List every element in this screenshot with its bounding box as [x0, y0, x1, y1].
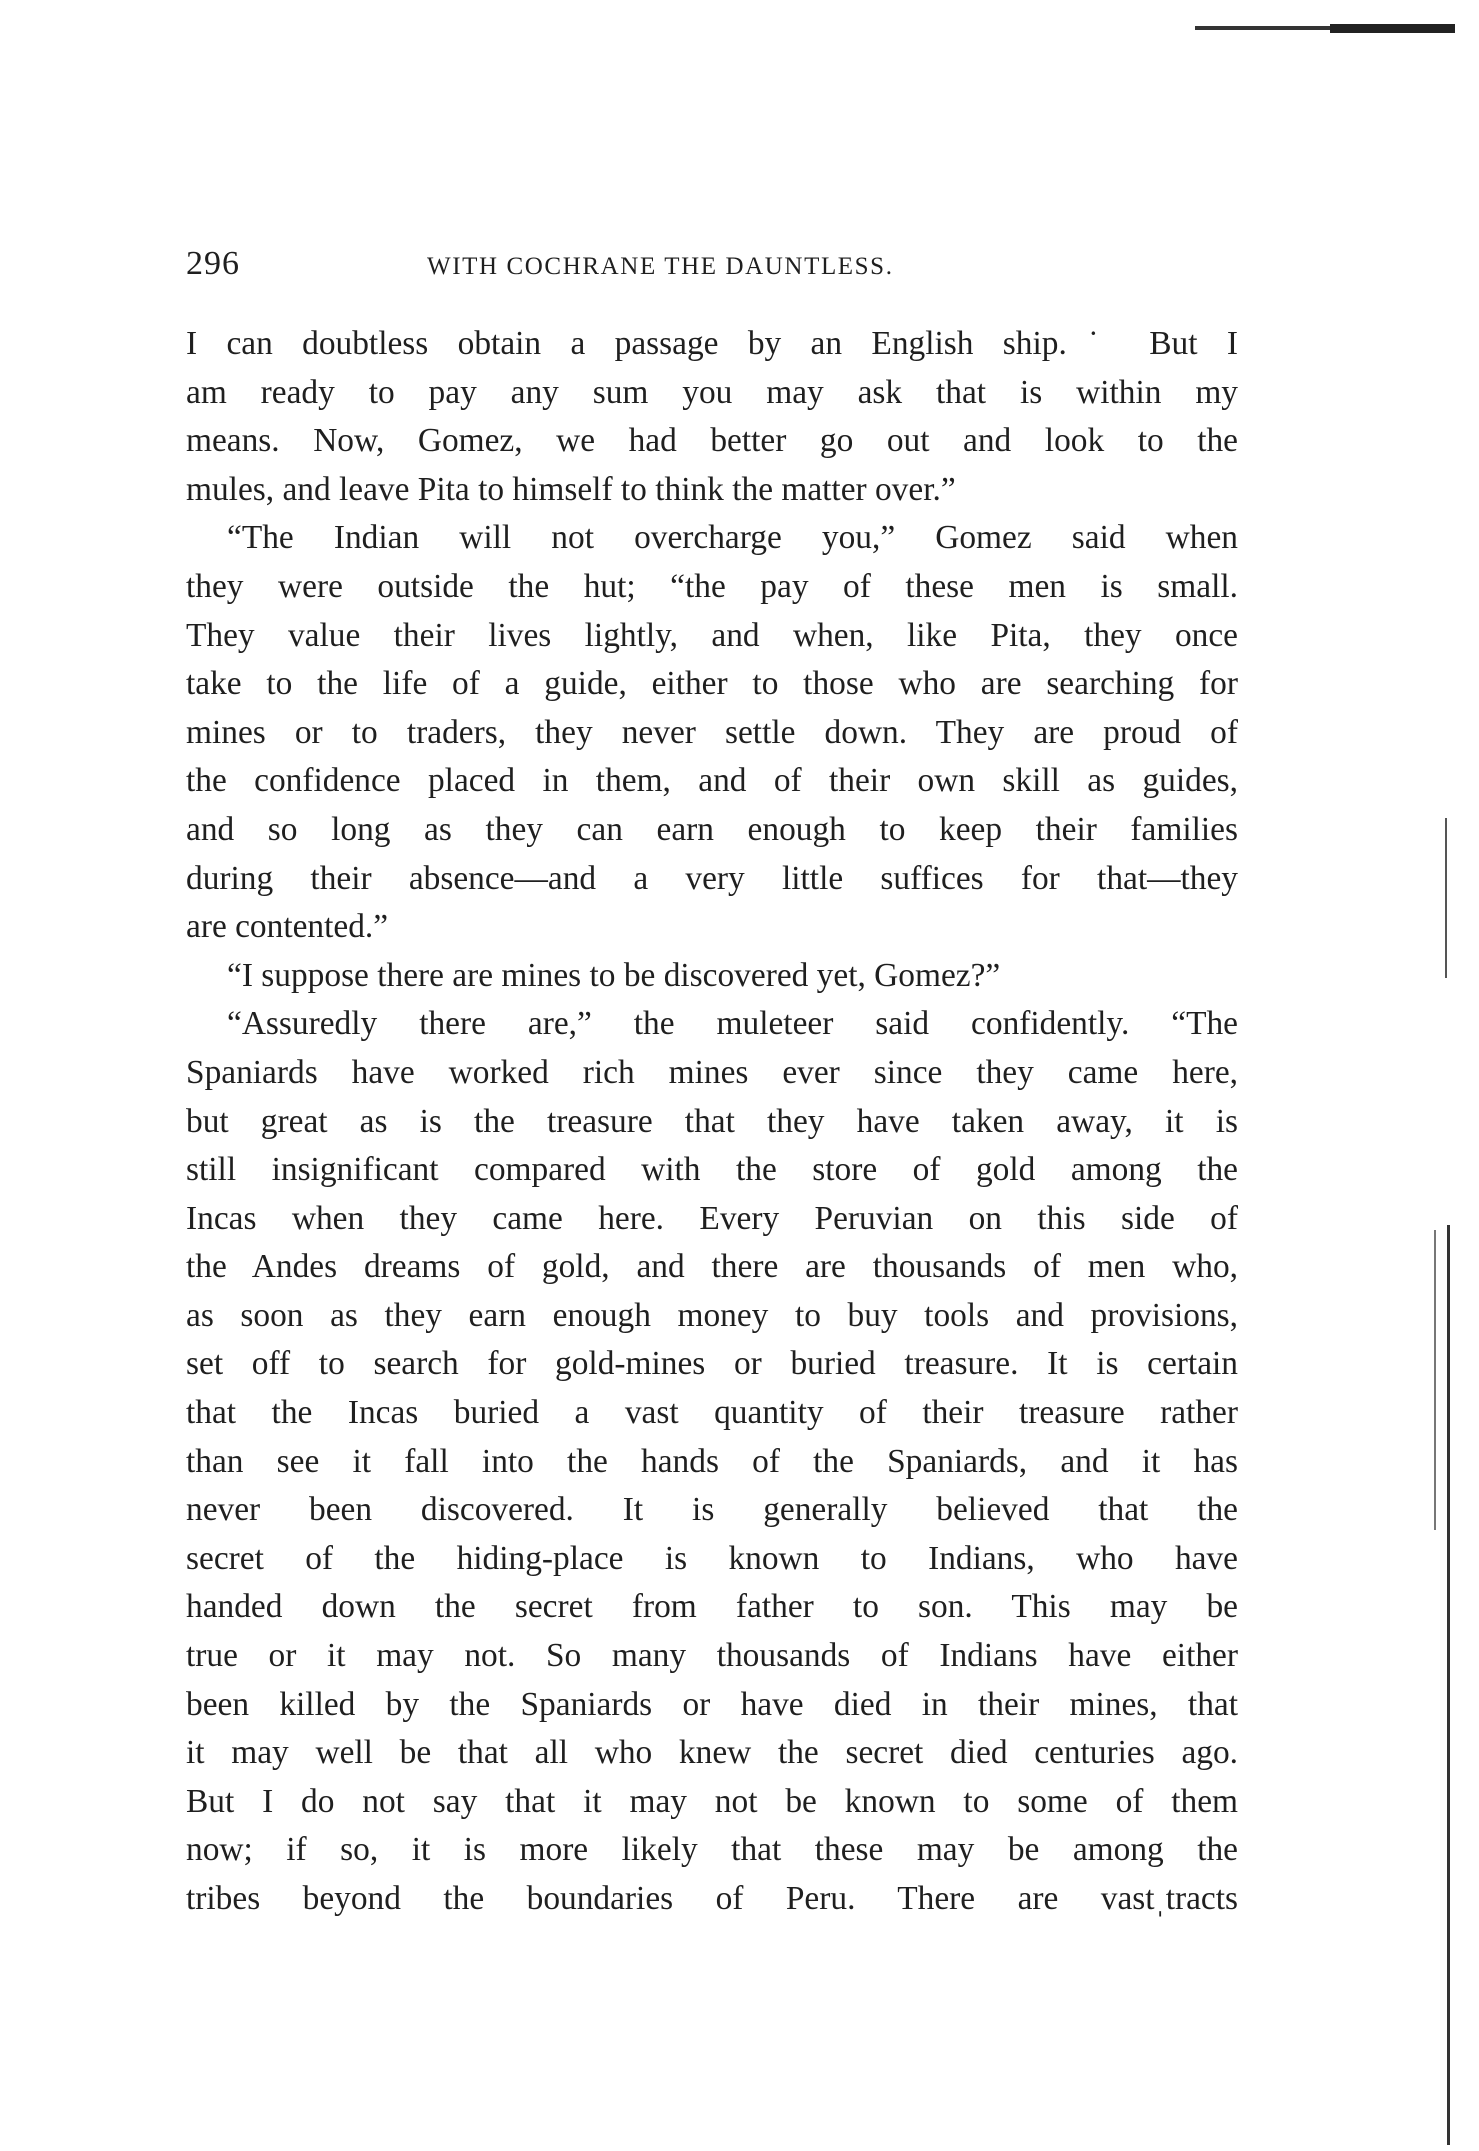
text-line: “Assuredly there are,” the muleteer said confidently. “The: [227, 1005, 1238, 1043]
text-line: as soon as they earn enough money to buy tools and provisions,: [186, 1296, 1238, 1334]
text-line: than see it fall into the hands of the Spaniards, and it has: [186, 1442, 1238, 1480]
text-line: Spaniards have worked rich mines ever since they came here,: [186, 1053, 1238, 1091]
text-line: the confidence placed in them, and of their own skill as guides,: [186, 762, 1238, 800]
text-line: set off to search for gold-mines or buried treasure. It is certain: [186, 1345, 1238, 1383]
text-line: means. Now, Gomez, we had better go out and look to the: [186, 422, 1238, 460]
text-line: mines or to traders, they never settle down. They are proud of: [186, 713, 1238, 751]
text-line: tribes beyond the boundaries of Peru. There are vastˌtracts: [186, 1880, 1238, 1917]
text-line: take to the life of a guide, either to those who are searching for: [186, 665, 1238, 703]
text-line: but great as is the treasure that they have taken away, it is: [186, 1102, 1238, 1140]
scan-edge-mark-right-3: [1434, 1230, 1436, 1530]
text-line: they were outside the hut; “the pay of these men is small.: [186, 567, 1238, 605]
text-line: They value their lives lightly, and when, like Pita, they once: [186, 616, 1238, 654]
text-line: secret of the hiding-place is known to Indians, who have: [186, 1539, 1238, 1577]
text-line: during their absence—and a very little suffices for that—they: [186, 859, 1238, 897]
text-line: and so long as they can earn enough to keep their families: [186, 810, 1238, 848]
text-line: are contented.”: [186, 908, 389, 946]
text-line: true or it may not. So many thousands of Indians have either: [186, 1637, 1238, 1675]
body-text: [186, 320, 1238, 1924]
running-head: WITH COCHRANE THE DAUNTLESS.: [427, 253, 894, 280]
text-line: been killed by the Spaniards or have died in their mines, that: [186, 1685, 1238, 1723]
text-line: now; if so, it is more likely that these may be among the: [186, 1831, 1238, 1869]
scan-edge-mark-right-2: [1447, 1225, 1450, 2145]
text-line: that the Incas buried a vast quantity of their treasure rather: [186, 1394, 1238, 1432]
text-line: never been discovered. It is generally believed that the: [186, 1491, 1238, 1529]
page-header: [186, 245, 1238, 295]
text-line: mules, and leave Pita to himself to think the matter over.”: [186, 470, 956, 508]
scan-edge-mark-top-thick: [1330, 24, 1455, 33]
text-line: the Andes dreams of gold, and there are thousands of men who,: [186, 1248, 1238, 1286]
page-number: 296: [186, 245, 240, 282]
text-line: But I do not say that it may not be known to some of them: [186, 1782, 1238, 1820]
text-line: I can doubtless obtain a passage by an English ship.˙ But I: [186, 325, 1238, 362]
text-line: “I suppose there are mines to be discovered yet, Gomez?”: [227, 956, 1001, 994]
scan-edge-mark-right-1: [1445, 818, 1447, 978]
text-line: am ready to pay any sum you may ask that is within my: [186, 373, 1238, 411]
text-line: still insignificant compared with the store of gold among the: [186, 1151, 1238, 1189]
text-line: “The Indian will not overcharge you,” Gomez said when: [227, 519, 1238, 557]
text-line: Incas when they came here. Every Peruvian on this side of: [186, 1199, 1238, 1237]
text-line: it may well be that all who knew the secret died centuries ago.: [186, 1734, 1238, 1772]
text-line: handed down the secret from father to son. This may be: [186, 1588, 1238, 1626]
